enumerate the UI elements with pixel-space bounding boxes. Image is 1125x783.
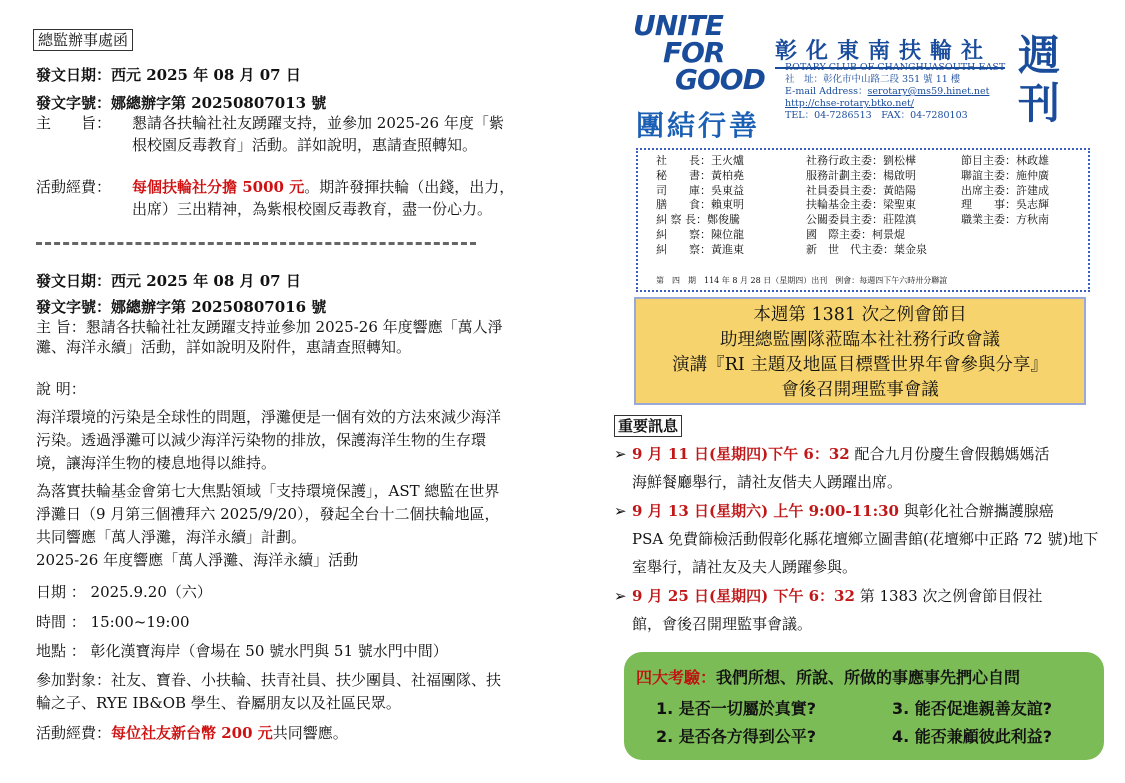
- officer-cell: [961, 228, 1086, 243]
- doc2-fee-rest: 共同響應。: [272, 724, 348, 742]
- officer-cell: 服務計劃主委：楊啟明: [806, 168, 916, 182]
- news-text: 第 1383 次之例會節目假社: [854, 587, 1043, 605]
- doc1-fee-rest: 。期許發揮扶輪（出錢，出力，出席）三出精神，為紫根校園反毒教育，盡一份心力。: [132, 178, 515, 218]
- officer-cell: 社員委員主委：黃皓陽: [806, 183, 916, 197]
- doc2-number: 發文字號：娜總辦字第 20250807016 號: [36, 298, 327, 316]
- doc2-explain-label: 說 明：: [36, 380, 86, 398]
- doc1-subject-text: 懇請各扶輪社社友踴躍支持，並參加 2025-26 年度「紫根校園反毒教育」活動。詳如說明，惠請查照轉知。: [132, 114, 504, 154]
- arrow-icon: ➢: [614, 587, 627, 605]
- officer-row: [656, 198, 1086, 213]
- officer-cell: 新 世 代主委：葉金泉: [806, 242, 927, 256]
- news-date: 9 月 11 日(星期四)下午 6：32: [632, 445, 850, 463]
- officer-cell: 出席主委：許建成: [961, 183, 1049, 197]
- email-link[interactable]: serotary@ms59.hinet.net: [867, 86, 990, 97]
- arrow-icon: ➢: [614, 502, 627, 520]
- four-way-title: [636, 665, 1020, 688]
- doc1-date: 發文日期：西元 2025 年 08 月 07 日: [36, 66, 301, 84]
- officer-row: [656, 228, 1086, 243]
- officer-cell: 膳 食：賴東明: [656, 198, 744, 212]
- news-item: [614, 440, 1104, 496]
- doc2-fee-label: 活動經費：: [36, 724, 112, 742]
- officer-cell: 職業主委：方秋南: [961, 213, 1049, 227]
- four-way-q2: 2. 是否各方得到公平?: [656, 727, 817, 746]
- unite-for-good-logo: [633, 9, 765, 96]
- officer-cell: 國 際主委：柯景焜: [806, 227, 905, 241]
- unite-word-2: FOR: [663, 36, 725, 69]
- club-email-line: [785, 86, 1005, 98]
- right-column: [600, 0, 1125, 783]
- officer-row: [656, 243, 1086, 258]
- officer-cell: 聯誼主委：施仲廣: [961, 168, 1049, 182]
- club-tel: TEL：04-7286513 FAX：04-7280103: [785, 110, 968, 121]
- doc1-fee: [36, 176, 516, 220]
- weekly-char-1: 週: [1018, 31, 1061, 80]
- officer-cell: 糾 察 長：鄭俊騰: [656, 213, 740, 227]
- news-cont: 館，會後召開理監事會議。: [632, 615, 813, 633]
- dashed-divider: [36, 242, 476, 245]
- news-cont: PSA 免費篩檢活動假彰化縣花壇鄉立圖書館(花壇鄉中正路 72 號)地下室舉行，請社友及夫人踴躍參與。: [632, 530, 1099, 576]
- doc2-fee-highlight: 每位社友新台幣 200 元: [111, 724, 273, 742]
- officer-cell: 社務行政主委：劉松樺: [806, 154, 916, 167]
- officer-cell: 秘 書：黃柏堯: [656, 168, 744, 182]
- officer-cell: 理 事：吳志輝: [961, 198, 1049, 212]
- doc1-fee-text: [132, 176, 516, 220]
- four-way-title-rest: 我們所想、所說、所做的事應事先捫心自問: [716, 668, 1021, 687]
- four-way-test-box: [624, 652, 1104, 760]
- program-line: 本週第 1381 次之例會節目: [753, 305, 967, 325]
- news-cont: 海鮮餐廳舉行，請社友偕夫人踴躍出席。: [632, 473, 903, 491]
- arrow-icon: ➢: [614, 445, 627, 463]
- unite-zh-slogan: 團結行善: [636, 109, 761, 142]
- program-line: 會後召開理監事會議: [781, 380, 939, 400]
- officer-cell: 節目主委：林政雄: [961, 154, 1049, 167]
- unite-word-3: GOOD: [675, 63, 765, 96]
- doc1-subject-label: 主 旨：: [36, 114, 112, 132]
- doc2-fee: [36, 722, 508, 745]
- doc2-para2: 為落實扶輪基金會第七大焦點領域「支持環境保護」，AST 總監在世界淨灘日（9 月第三個禮拜六 2025/9/20），發起全台十二個扶輪地區，共同響應「萬人淨灘，海洋永續」計劃。: [36, 482, 500, 546]
- doc1-number: 發文字號：娜總辦字第 20250807013 號: [36, 94, 327, 112]
- doc2-participants: 參加對象：社友、寶眷、小扶輪、扶青社員、扶少團員、社福團隊、扶輪之子、RYE IB&OB 學生、眷屬朋友以及社區民眾。: [36, 671, 502, 712]
- weekly-char-2: 刊: [1018, 79, 1061, 128]
- news-text: 與彰化社合辦攜護腺癌: [898, 502, 1054, 520]
- club-info: [785, 62, 1005, 122]
- club-address: 社 址：彰化市中山路二段 351 號 11 樓: [785, 74, 961, 85]
- left-column: [0, 0, 560, 783]
- officers-grid: [656, 154, 1086, 258]
- news-date: 9 月 13 日(星期六) 上午 9:00-11:30: [632, 502, 899, 520]
- four-way-q4: 4. 能否兼顧彼此利益?: [892, 727, 1053, 746]
- officer-row: [656, 184, 1086, 199]
- doc2-para1: 海洋環境的污染是全球性的問題，淨灘便是一個有效的方法來減少海洋污染。透過淨灘可以減少海洋污染物的排放，保護海洋生物的生存環境，讓海洋生物的棲息地得以維持。: [36, 408, 502, 472]
- club-en-name: ROTARY CLUB OF CHANGHUASOUTH-EAST: [785, 62, 1006, 73]
- important-title: 重要訊息: [614, 415, 682, 437]
- program-box: [634, 297, 1086, 405]
- club-website: [785, 98, 1005, 110]
- news-date: 9 月 25 日(星期四) 下午 6：32: [632, 587, 855, 605]
- officer-cell: 公關委員主委：莊陞滇: [806, 213, 916, 227]
- doc2-activity: 2025-26 年度響應「萬人淨灘、海洋永續」活動: [36, 551, 359, 569]
- officers-box: [636, 148, 1090, 292]
- issue-line: 第 四 期 114 年 8 月 28 日（星期四）出刊 例會：每週四下午六時卅分聯誼: [656, 276, 948, 285]
- officer-row: [656, 169, 1086, 184]
- news-item: [614, 497, 1104, 581]
- doc2-date-line: 日期 ： 2025.9.20（六）: [36, 583, 212, 601]
- doc2-time-line: 時間 ： 15:00~19:00: [36, 613, 190, 631]
- doc2-date: 發文日期：西元 2025 年 08 月 07 日: [36, 272, 301, 290]
- officer-cell: 扶輪基金主委：梁聖東: [806, 198, 916, 212]
- officer-cell: 糾 察：陳位龍: [656, 227, 744, 241]
- news-text: 配合九月份慶生會假鵝媽媽活: [849, 445, 1050, 463]
- officer-row: [656, 213, 1086, 228]
- officer-row: [656, 154, 1086, 169]
- club-name: 彰化東南扶輪社: [775, 34, 1005, 69]
- doc1-subject: [36, 112, 516, 156]
- officer-cell: 社 長：王火爐: [656, 154, 744, 167]
- four-way-q3: 3. 能否促進親善友誼?: [892, 699, 1053, 718]
- officer-cell: 司 庫：吳東益: [656, 183, 744, 197]
- four-way-title-red: 四大考驗：: [636, 668, 717, 687]
- four-way-q1: 1. 是否一切屬於真實?: [656, 699, 817, 718]
- program-line: 助理總監團隊蒞臨本社社務行政會議: [720, 330, 1000, 350]
- website-link[interactable]: http://chse-rotary.btko.net/: [785, 98, 914, 109]
- email-label: E-mail Address：: [785, 86, 868, 97]
- doc2-subject: 主 旨：懇請各扶輪社社友踴躍支持並參加 2025-26 年度響應「萬人淨灘、海洋永續」活動，詳如說明及附件，惠請查照轉知。: [36, 318, 503, 356]
- office-tag: 總監辦事處函: [33, 29, 133, 51]
- weekly-title: [1018, 32, 1060, 128]
- doc1-fee-label: 活動經費：: [36, 178, 112, 196]
- news-item: [614, 582, 1104, 638]
- doc2-place-line: 地點 ： 彰化漢寶海岸（會場在 50 號水門與 51 號水門中間）: [36, 642, 448, 660]
- program-line: 演講『RI 主題及地區目標暨世界年會參與分享』: [672, 355, 1048, 375]
- doc1-fee-highlight: 每個扶輪社分擔 5000 元: [132, 178, 305, 196]
- unite-word-1: UNITE: [633, 9, 723, 42]
- officer-cell: 糾 察：黃進東: [656, 242, 744, 256]
- officer-cell: [961, 243, 1086, 258]
